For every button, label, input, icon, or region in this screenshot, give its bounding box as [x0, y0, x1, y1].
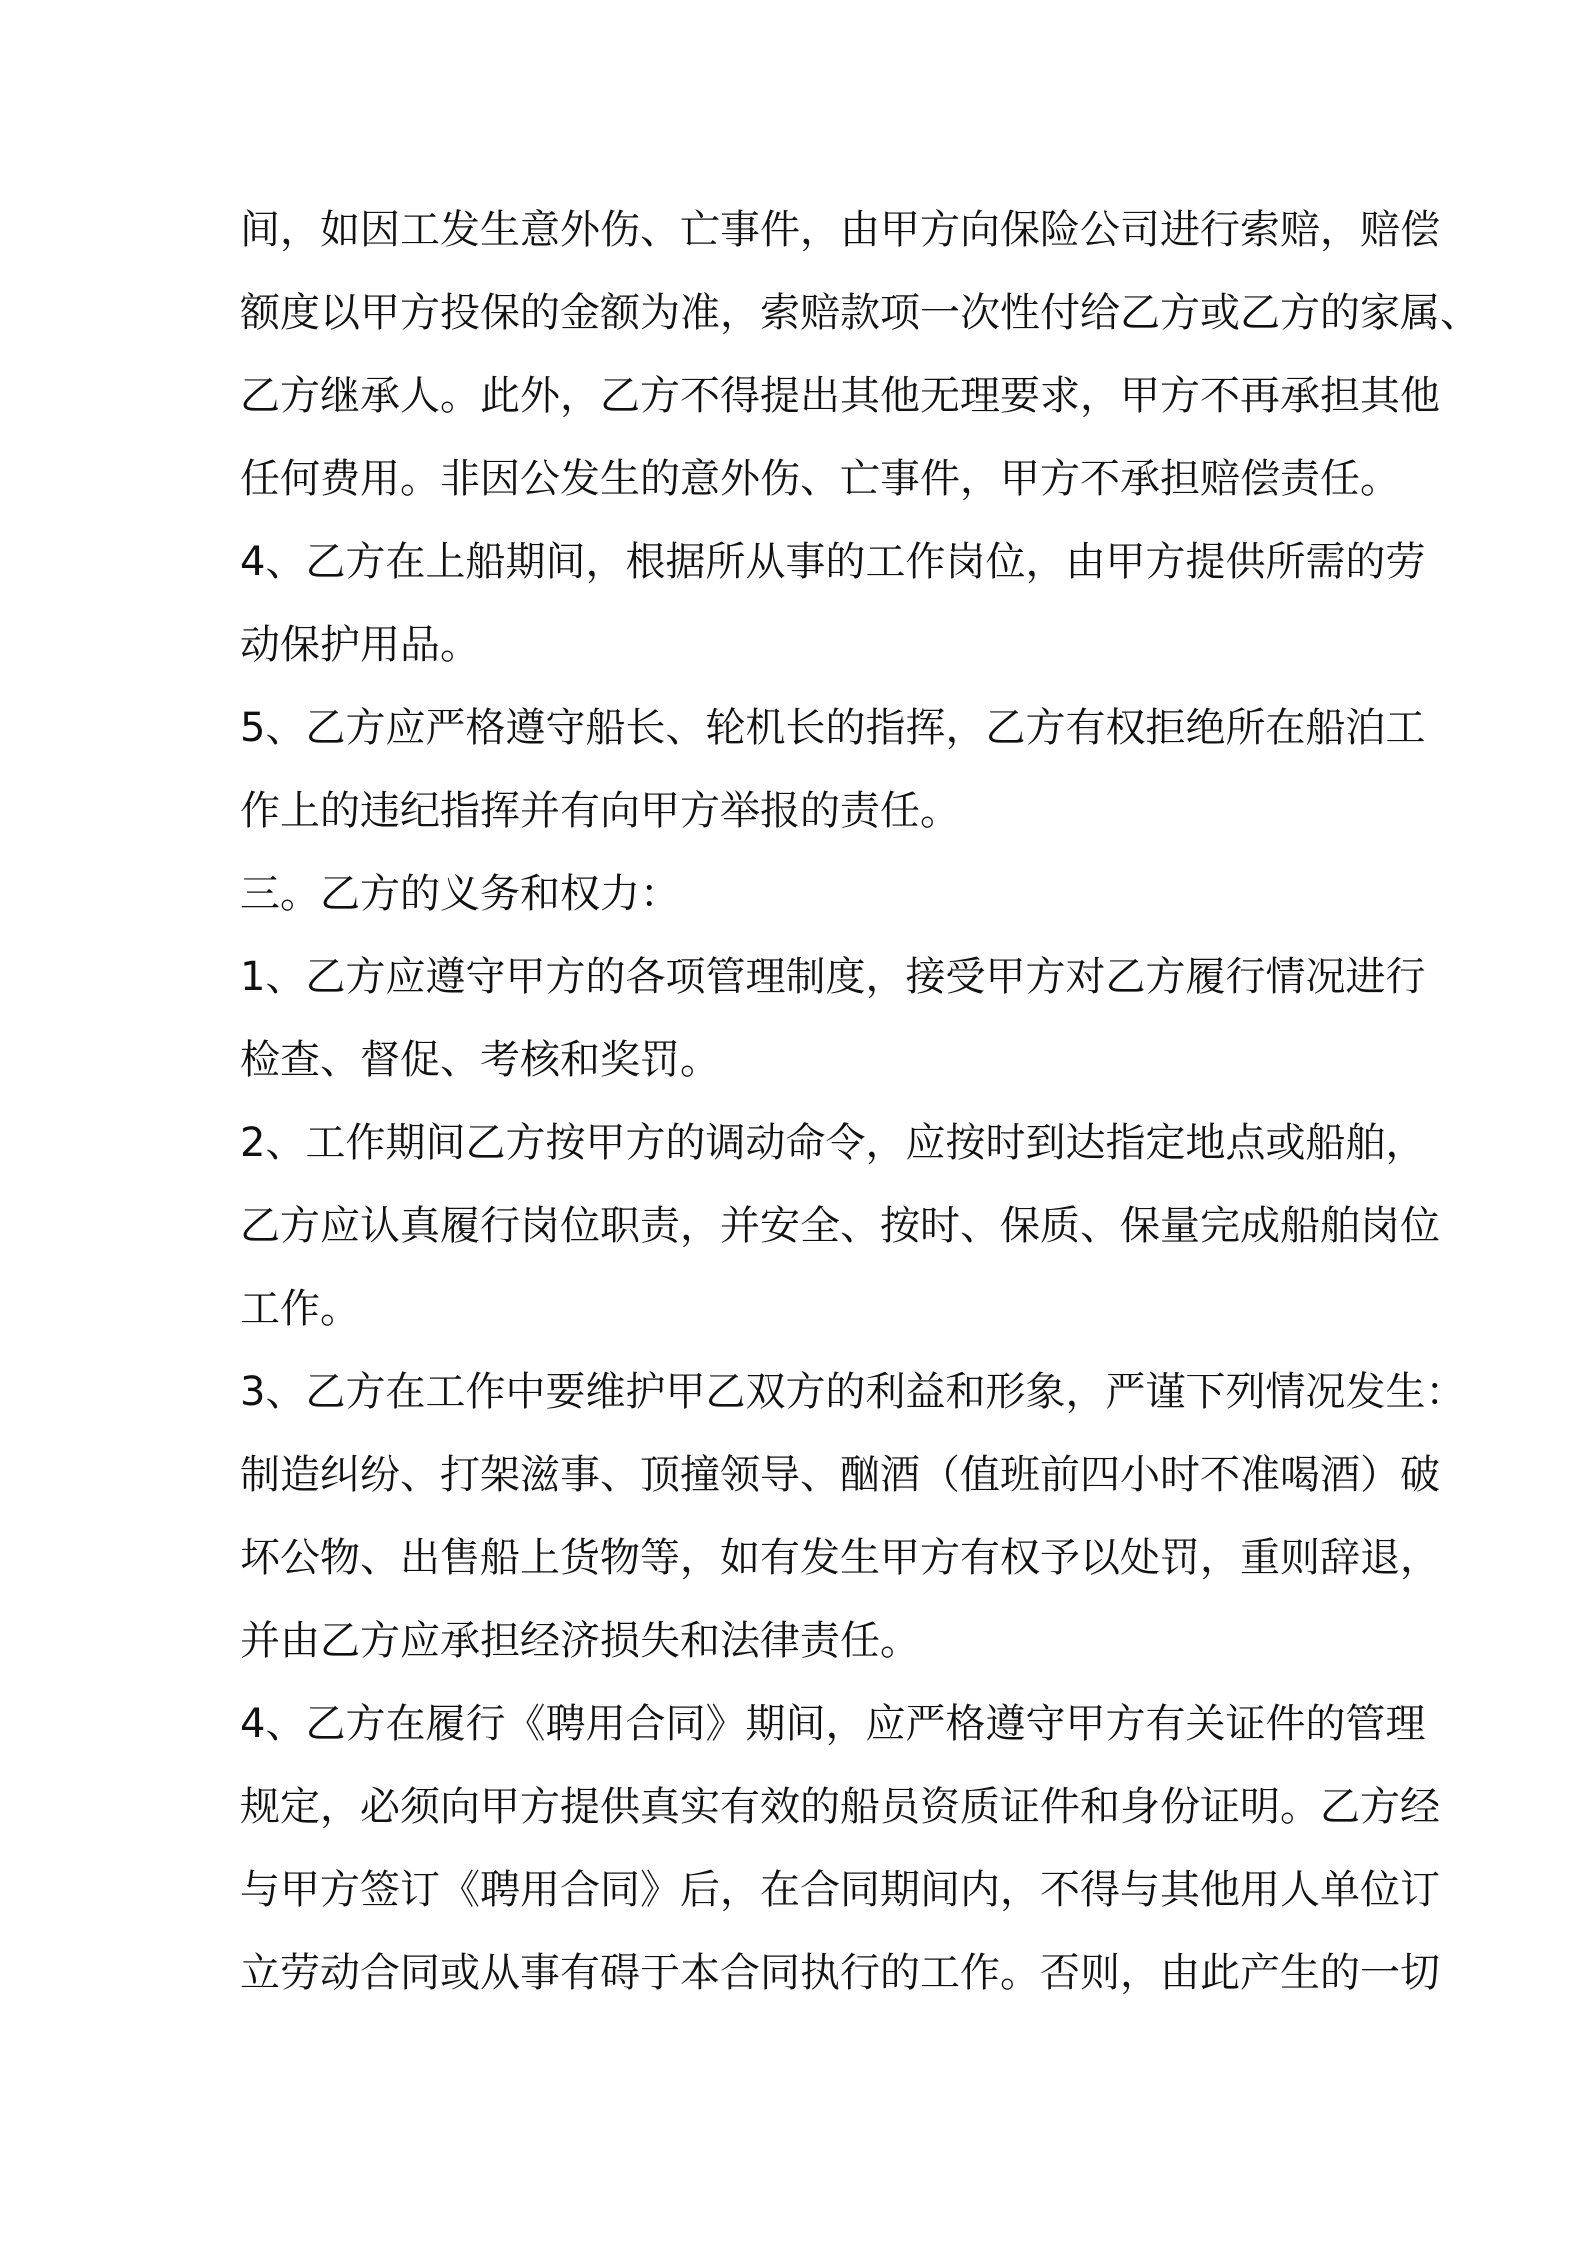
text-line: 并由乙方应承担经济损失和法律责任。 — [240, 1618, 920, 1664]
text-line: 动保护用品。 — [240, 622, 480, 668]
text-line: 间，如因工发生意外伤、亡事件，由甲方向保险公司进行索赔，赔偿 — [240, 207, 1440, 253]
text-line: 2、工作期间乙方按甲方的调动命令，应按时到达指定地点或船舶， — [240, 1120, 1426, 1166]
text-line: 额度以甲方投保的金额为准，索赔款项一次性付给乙方或乙方的家属、 — [240, 290, 1480, 336]
text-line: 制造纠纷、打架滋事、顶撞领导、酗酒（值班前四小时不准喝酒）破 — [240, 1452, 1440, 1498]
text-line: 4、乙方在履行《聘用合同》期间，应严格遵守甲方有关证件的管理 — [240, 1701, 1426, 1747]
text-line: 4、乙方在上船期间，根据所从事的工作岗位，由甲方提供所需的劳 — [240, 539, 1426, 585]
text-line: 与甲方签订《聘用合同》后，在合同期间内，不得与其他用人单位订 — [240, 1867, 1440, 1913]
text-line: 坏公物、出售船上货物等，如有发生甲方有权予以处罚，重则辞退， — [240, 1535, 1440, 1581]
text-line: 乙方应认真履行岗位职责，并安全、按时、保质、保量完成船舶岗位 — [240, 1203, 1440, 1249]
text-line: 三。乙方的义务和权力： — [240, 871, 680, 917]
text-line: 乙方继承人。此外，乙方不得提出其他无理要求，甲方不再承担其他 — [240, 373, 1440, 419]
text-line: 立劳动合同或从事有碍于本合同执行的工作。否则，由此产生的一切 — [240, 1950, 1440, 1996]
text-line: 任何费用。非因公发生的意外伤、亡事件，甲方不承担赔偿责任。 — [240, 456, 1400, 502]
text-line: 工作。 — [240, 1286, 360, 1332]
text-line: 3、乙方在工作中要维护甲乙双方的利益和形象，严谨下列情况发生： — [240, 1369, 1466, 1415]
text-line: 1、乙方应遵守甲方的各项管理制度，接受甲方对乙方履行情况进行 — [240, 954, 1426, 1000]
text-line: 作上的违纪指挥并有向甲方举报的责任。 — [240, 788, 960, 834]
text-line: 规定，必须向甲方提供真实有效的船员资质证件和身份证明。乙方经 — [240, 1784, 1440, 1830]
text-line: 检查、督促、考核和奖罚。 — [240, 1037, 720, 1083]
text-line: 5、乙方应严格遵守船长、轮机长的指挥，乙方有权拒绝所在船泊工 — [240, 705, 1426, 751]
